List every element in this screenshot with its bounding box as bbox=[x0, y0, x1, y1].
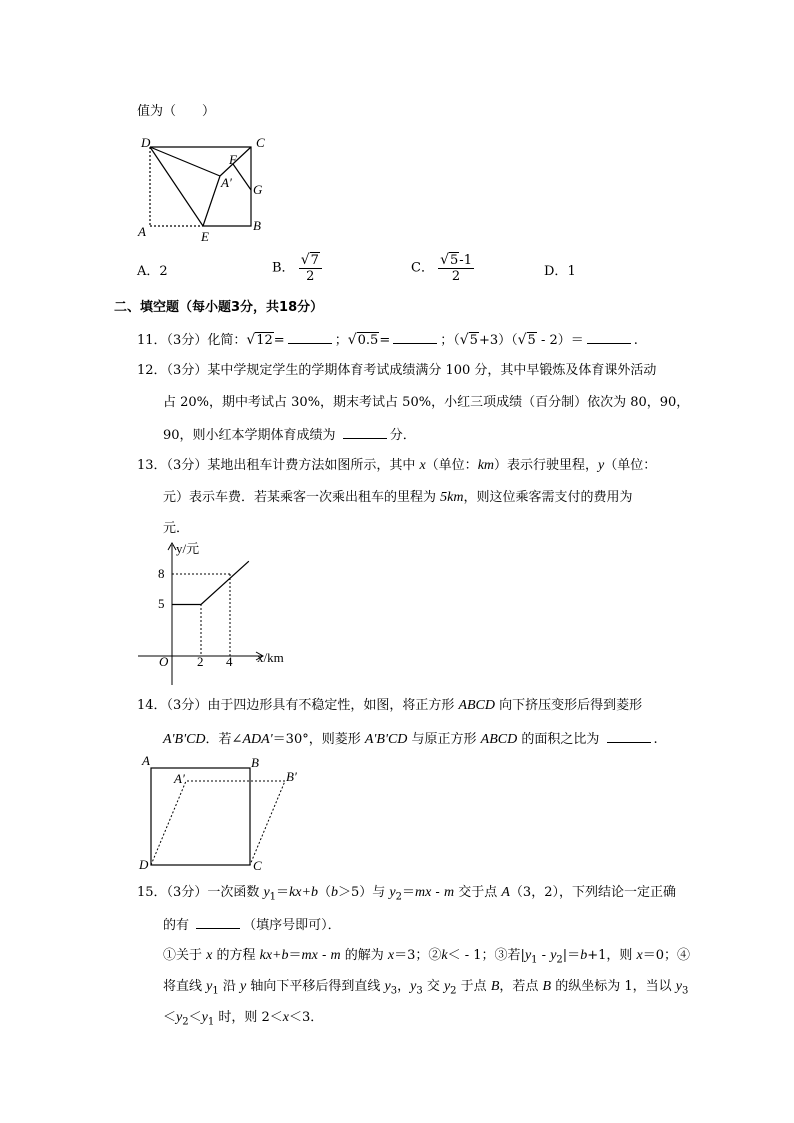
math-var: y bbox=[206, 979, 213, 994]
math-var: kx+b bbox=[259, 948, 289, 963]
section-heading: 二、填空题（每小题3分，共18分） bbox=[114, 300, 324, 315]
text: . bbox=[633, 333, 638, 348]
text: ＝ bbox=[276, 885, 290, 900]
square-root bbox=[246, 333, 273, 348]
q10-tail: 值为（ ） bbox=[137, 104, 216, 119]
subscript: 2 bbox=[182, 1016, 189, 1028]
text: 的面积之比为 bbox=[517, 732, 604, 747]
math-var: y bbox=[240, 979, 247, 994]
math-var: x bbox=[636, 948, 643, 963]
radicand: 12 bbox=[256, 333, 273, 348]
rhombus-a1b1cd bbox=[151, 781, 285, 865]
subscript: 2 bbox=[450, 985, 457, 997]
segment-fg bbox=[233, 164, 251, 190]
label-c: C bbox=[253, 858, 262, 873]
q14-figure bbox=[151, 768, 285, 865]
math-var: m bbox=[330, 948, 341, 963]
subscript: 1 bbox=[269, 891, 277, 903]
text: 交于点 bbox=[454, 885, 502, 900]
fare-line bbox=[172, 561, 249, 604]
origin-label: O bbox=[159, 654, 169, 669]
math-var: A bbox=[501, 885, 510, 900]
text: 14．（3分）由于四边形具有不稳定性，如图，将正方形 bbox=[137, 698, 459, 713]
y-tick-8: 8 bbox=[158, 566, 165, 581]
math-var: y bbox=[384, 979, 391, 994]
text: 的解为 bbox=[340, 948, 388, 963]
math-var: B bbox=[490, 979, 500, 994]
text: 于点 bbox=[456, 979, 491, 994]
text-line bbox=[163, 521, 189, 537]
text: 13．（3分）某地出租车计费方法如图所示，其中 bbox=[137, 458, 420, 473]
math-var: y bbox=[176, 1010, 183, 1025]
label-d: D bbox=[141, 135, 151, 150]
text-line bbox=[137, 885, 676, 906]
answer-blank[interactable] bbox=[607, 730, 651, 743]
answer-blank[interactable] bbox=[196, 916, 240, 929]
radicand: 5 bbox=[527, 333, 536, 348]
text: 沿 bbox=[218, 979, 240, 994]
math-var: y bbox=[550, 948, 557, 963]
math-var: y bbox=[389, 885, 396, 900]
y-tick-5: 5 bbox=[158, 596, 165, 611]
option-key: D． bbox=[544, 264, 568, 279]
text: 轴向下平移后得到直线 bbox=[246, 979, 385, 994]
text: 元）表示车费．若某乘客一次乘出租车的里程为 bbox=[163, 490, 441, 505]
math-var: y bbox=[598, 458, 605, 473]
denominator: 2 bbox=[451, 269, 461, 284]
answer-blank[interactable] bbox=[587, 331, 631, 344]
x-tick-4: 4 bbox=[226, 654, 233, 669]
radical-sign-icon: √ bbox=[347, 332, 357, 348]
text-line bbox=[163, 1010, 323, 1031]
text: （3，2），下列结论一定正确 bbox=[509, 885, 676, 900]
label-c: C bbox=[256, 135, 265, 150]
text: ＜3． bbox=[288, 1010, 324, 1025]
graph-y-label: y/元 bbox=[176, 541, 200, 556]
text: = bbox=[273, 333, 285, 348]
text: ，若点 bbox=[499, 979, 543, 994]
text-line bbox=[163, 426, 416, 444]
text: . bbox=[653, 732, 658, 747]
radicand: 5 bbox=[450, 253, 459, 268]
label-g: G bbox=[253, 182, 263, 197]
radicand: 7 bbox=[310, 253, 319, 268]
text: ．若∠ bbox=[205, 732, 243, 747]
option-b[interactable] bbox=[272, 252, 322, 284]
label-d: D bbox=[139, 857, 149, 872]
radical-sign-icon: √ bbox=[517, 332, 527, 348]
math-var: 5km bbox=[440, 490, 464, 505]
text-line bbox=[163, 916, 341, 934]
text-line bbox=[137, 363, 656, 379]
text: （单位： bbox=[604, 458, 657, 473]
text: 的纵坐标为 1，当以 bbox=[551, 979, 676, 994]
subscript: 1 bbox=[531, 954, 538, 966]
text: （ bbox=[317, 885, 331, 900]
text: +1，则 bbox=[587, 948, 637, 963]
option-key: B． bbox=[272, 260, 295, 276]
text: - 2）＝ bbox=[536, 333, 584, 348]
text: ， bbox=[397, 979, 411, 994]
math-var: x bbox=[282, 1010, 289, 1025]
math-var: b bbox=[330, 885, 338, 900]
text: 与原正方形 bbox=[407, 732, 481, 747]
text: - bbox=[431, 885, 444, 900]
text: ＝0；④ bbox=[642, 948, 690, 963]
text: （填序号即可）． bbox=[243, 918, 341, 933]
text-line bbox=[163, 979, 688, 1000]
text: - bbox=[537, 948, 551, 963]
text: ）表示行驶里程， bbox=[494, 458, 599, 473]
subscript: 1 bbox=[212, 985, 219, 997]
math-var: A'B'CD bbox=[163, 732, 206, 747]
text: 的有 bbox=[163, 918, 194, 933]
math-var: ADA' bbox=[242, 732, 273, 747]
text: 11．（3分）化简： bbox=[137, 333, 247, 348]
square-abcd bbox=[151, 768, 250, 865]
math-var: ABCD bbox=[458, 698, 496, 713]
math-var: y bbox=[410, 979, 417, 994]
segment-ea1 bbox=[203, 176, 220, 226]
subscript: 1 bbox=[207, 1016, 215, 1028]
math-var: y bbox=[263, 885, 270, 900]
square-root bbox=[348, 333, 380, 348]
math-var: A'B'CD bbox=[364, 732, 408, 747]
text-line bbox=[137, 458, 656, 474]
text-line bbox=[163, 490, 632, 506]
segment-de bbox=[150, 147, 203, 226]
label-f: F bbox=[229, 152, 237, 167]
text: 向下挤压变形后得到菱形 bbox=[495, 698, 643, 713]
math-var: y bbox=[201, 1010, 208, 1025]
label-b-prime: B′ bbox=[286, 769, 297, 784]
math-var: ABCD bbox=[480, 732, 518, 747]
text: 时，则 2＜ bbox=[214, 1010, 283, 1025]
math-var: k bbox=[441, 948, 448, 963]
answer-blank[interactable] bbox=[288, 331, 332, 344]
option-value: 1 bbox=[567, 264, 576, 279]
text: ；（ bbox=[440, 333, 460, 348]
math-var: b bbox=[580, 948, 588, 963]
text-line bbox=[137, 331, 638, 349]
text: 的方程 bbox=[212, 948, 260, 963]
text: （单位： bbox=[425, 458, 478, 473]
math-var: x bbox=[419, 458, 426, 473]
text: ＜ bbox=[188, 1010, 202, 1025]
subscript: 2 bbox=[556, 954, 563, 966]
fraction: $\frac{√5-1}{2}$ bbox=[440, 252, 472, 284]
text: ＜ bbox=[163, 1010, 177, 1025]
text-line bbox=[163, 948, 690, 969]
text: - bbox=[317, 948, 331, 963]
subscript: 2 bbox=[395, 891, 402, 903]
math-var: mx bbox=[301, 948, 318, 963]
text: |＝ bbox=[562, 948, 581, 963]
label-b: B bbox=[251, 755, 259, 770]
text: ，则这位乘客需支付的费用为 bbox=[463, 490, 633, 505]
text: 将直线 bbox=[163, 979, 207, 994]
option-d[interactable] bbox=[544, 264, 576, 280]
text: ； bbox=[334, 333, 348, 348]
math-var: m bbox=[443, 885, 455, 900]
label-e: E bbox=[201, 229, 209, 244]
text: +3）（ bbox=[478, 333, 518, 348]
radical-sign-icon: √ bbox=[459, 332, 469, 348]
square-root bbox=[460, 333, 479, 348]
text: ＞5）与 bbox=[337, 885, 390, 900]
text: = bbox=[379, 333, 391, 348]
fraction: $\frac{√7}{2}$ bbox=[299, 252, 322, 284]
radicand: 5 bbox=[469, 333, 478, 348]
answer-blank[interactable] bbox=[343, 426, 387, 439]
option-key: C． bbox=[411, 260, 434, 276]
math-var: x bbox=[387, 948, 395, 963]
math-var: B bbox=[542, 979, 552, 994]
graph-x-label: x/km bbox=[257, 650, 284, 665]
math-var: km bbox=[477, 458, 495, 473]
radicand: 0.5 bbox=[357, 333, 379, 348]
label-a: A bbox=[142, 753, 150, 768]
math-var: x bbox=[206, 948, 213, 963]
answer-blank[interactable] bbox=[393, 331, 437, 344]
text: 15．（3分）一次函数 bbox=[137, 885, 264, 900]
text: ①关于 bbox=[163, 948, 207, 963]
label-a: A bbox=[138, 224, 146, 239]
subscript: 3 bbox=[681, 985, 689, 997]
text: ＝3；② bbox=[394, 948, 442, 963]
label-a-prime: A′ bbox=[174, 771, 185, 786]
text: 90，则小红本学期体育成绩为 bbox=[163, 428, 340, 443]
x-tick-2: 2 bbox=[197, 654, 204, 669]
segment-da1 bbox=[150, 147, 220, 176]
text: ＝30°，则菱形 bbox=[272, 732, 365, 747]
text: 12．（3分）某中学规定学生的学期体育考试成绩满分 100 分，其中早锻炼及体育课外活动 bbox=[137, 363, 657, 378]
label-b: B bbox=[253, 218, 261, 233]
text: 交 bbox=[422, 979, 444, 994]
text-line bbox=[163, 395, 689, 411]
math-var: y bbox=[524, 948, 532, 963]
radical-sign-icon: √ bbox=[246, 332, 256, 348]
numerator-rest: -1 bbox=[459, 253, 472, 268]
square-root bbox=[518, 333, 537, 348]
subscript: 3 bbox=[416, 985, 423, 997]
label-a-prime: A′ bbox=[221, 175, 232, 190]
text: 分． bbox=[389, 428, 416, 443]
text: 元． bbox=[163, 521, 190, 536]
math-var: y bbox=[675, 979, 682, 994]
denominator: 2 bbox=[306, 269, 315, 284]
text: ＝ bbox=[401, 885, 415, 900]
math-var: mx bbox=[414, 885, 432, 900]
option-value: 2 bbox=[159, 264, 168, 279]
option-key: A． bbox=[137, 264, 160, 279]
option-c[interactable] bbox=[411, 252, 474, 284]
text: ＝ bbox=[288, 948, 302, 963]
text: ＜ - 1；③若| bbox=[447, 948, 525, 963]
text-line bbox=[163, 730, 658, 748]
subscript: 3 bbox=[390, 985, 398, 997]
text: 占 20%，期中考试占 30%，期末考试占 50%，小红三项成绩（百分制）依次为 80，90， bbox=[163, 395, 690, 410]
math-var: kx+b bbox=[289, 885, 318, 900]
text-line bbox=[137, 698, 642, 714]
option-a[interactable] bbox=[137, 264, 168, 280]
math-var: y bbox=[443, 979, 451, 994]
